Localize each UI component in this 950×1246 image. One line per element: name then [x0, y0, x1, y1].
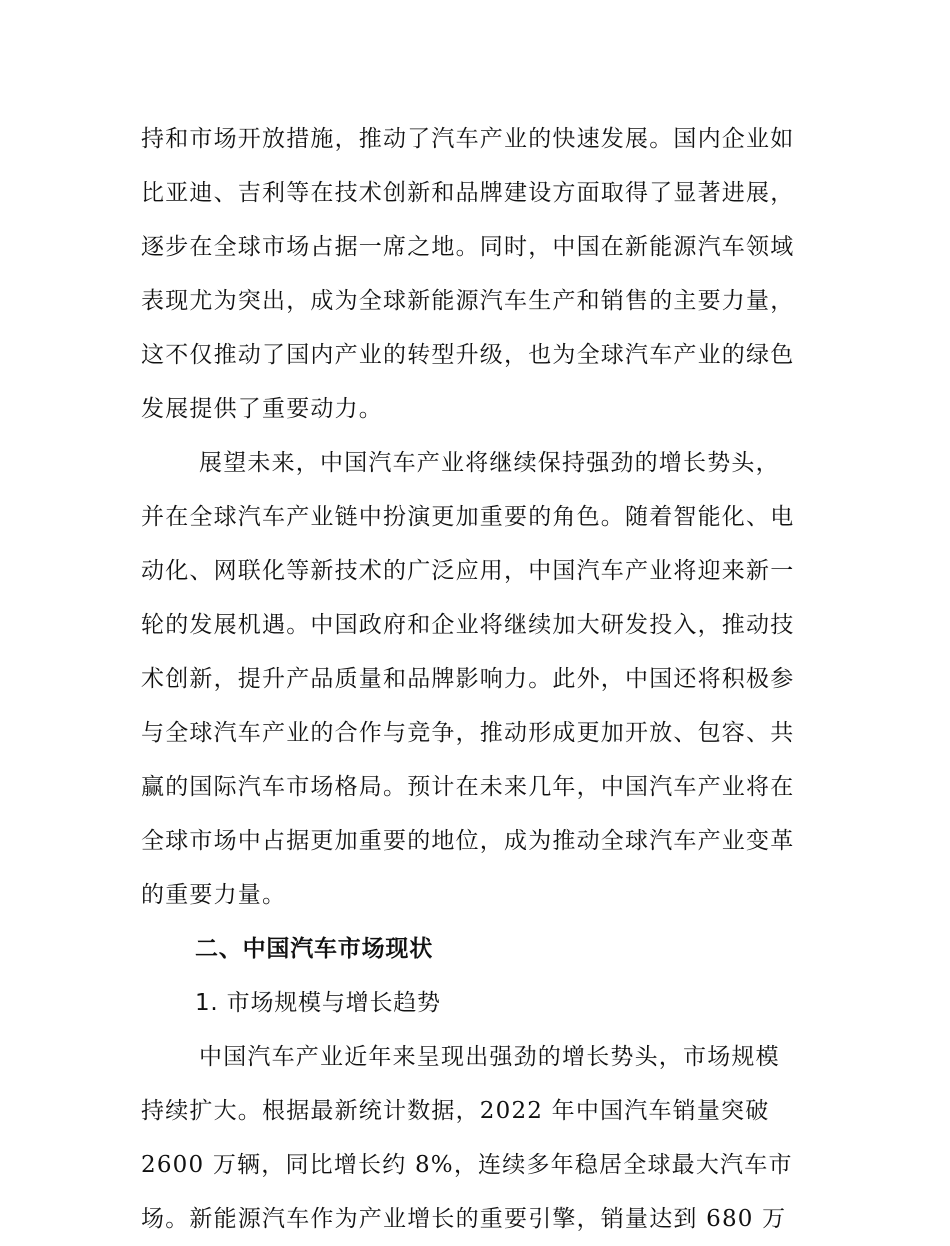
text-line: 的重要力量。: [141, 882, 287, 908]
text-line: 2600 万辆，同比增长约 8%，连续多年稳居全球最大汽车市: [141, 1152, 793, 1178]
text-line: 这不仅推动了国内产业的转型升级，也为全球汽车产业的绿色: [141, 342, 795, 368]
text-line: 与全球汽车产业的合作与竞争，推动形成更加开放、包容、共: [141, 720, 795, 746]
text-line: 场。新能源汽车作为产业增长的重要引擎，销量达到 680 万: [141, 1206, 787, 1232]
text-line: 中国汽车产业近年来呈现出强劲的增长势头，市场规模: [199, 1044, 780, 1070]
text-line: 赢的国际汽车市场格局。预计在未来几年，中国汽车产业将在: [141, 774, 795, 800]
text-line: 并在全球汽车产业链中扮演更加重要的角色。随着智能化、电: [141, 504, 795, 530]
text-line: 表现尤为突出，成为全球新能源汽车生产和销售的主要力量，: [141, 288, 795, 314]
document-body: [141, 112, 821, 1246]
text-line: 发展提供了重要动力。: [141, 396, 383, 422]
text-line: 全球市场中占据更加重要的地位，成为推动全球汽车产业变革: [141, 828, 795, 854]
text-line: 轮的发展机遇。中国政府和企业将继续加大研发投入，推动技: [141, 612, 795, 638]
paragraph-1: [141, 112, 821, 436]
paragraph-2: [141, 436, 821, 922]
text-line: 持和市场开放措施，推动了汽车产业的快速发展。国内企业如: [141, 126, 795, 152]
text-line: 持续扩大。根据最新统计数据，2022 年中国汽车销量突破: [141, 1098, 770, 1124]
text-line: 动化、网联化等新技术的广泛应用，中国汽车产业将迎来新一: [141, 558, 795, 584]
text-line: 展望未来，中国汽车产业将继续保持强劲的增长势头，: [199, 450, 780, 476]
paragraph-3: [141, 1030, 821, 1246]
text-line: 逐步在全球市场占据一席之地。同时，中国在新能源汽车领域: [141, 234, 795, 260]
text-line: 比亚迪、吉利等在技术创新和品牌建设方面取得了显著进展，: [141, 180, 795, 206]
text-line: 术创新，提升产品质量和品牌影响力。此外，中国还将积极参: [141, 666, 795, 692]
section-heading: 二、中国汽车市场现状: [195, 936, 433, 962]
subsection-heading: 1. 市场规模与增长趋势: [195, 990, 441, 1016]
